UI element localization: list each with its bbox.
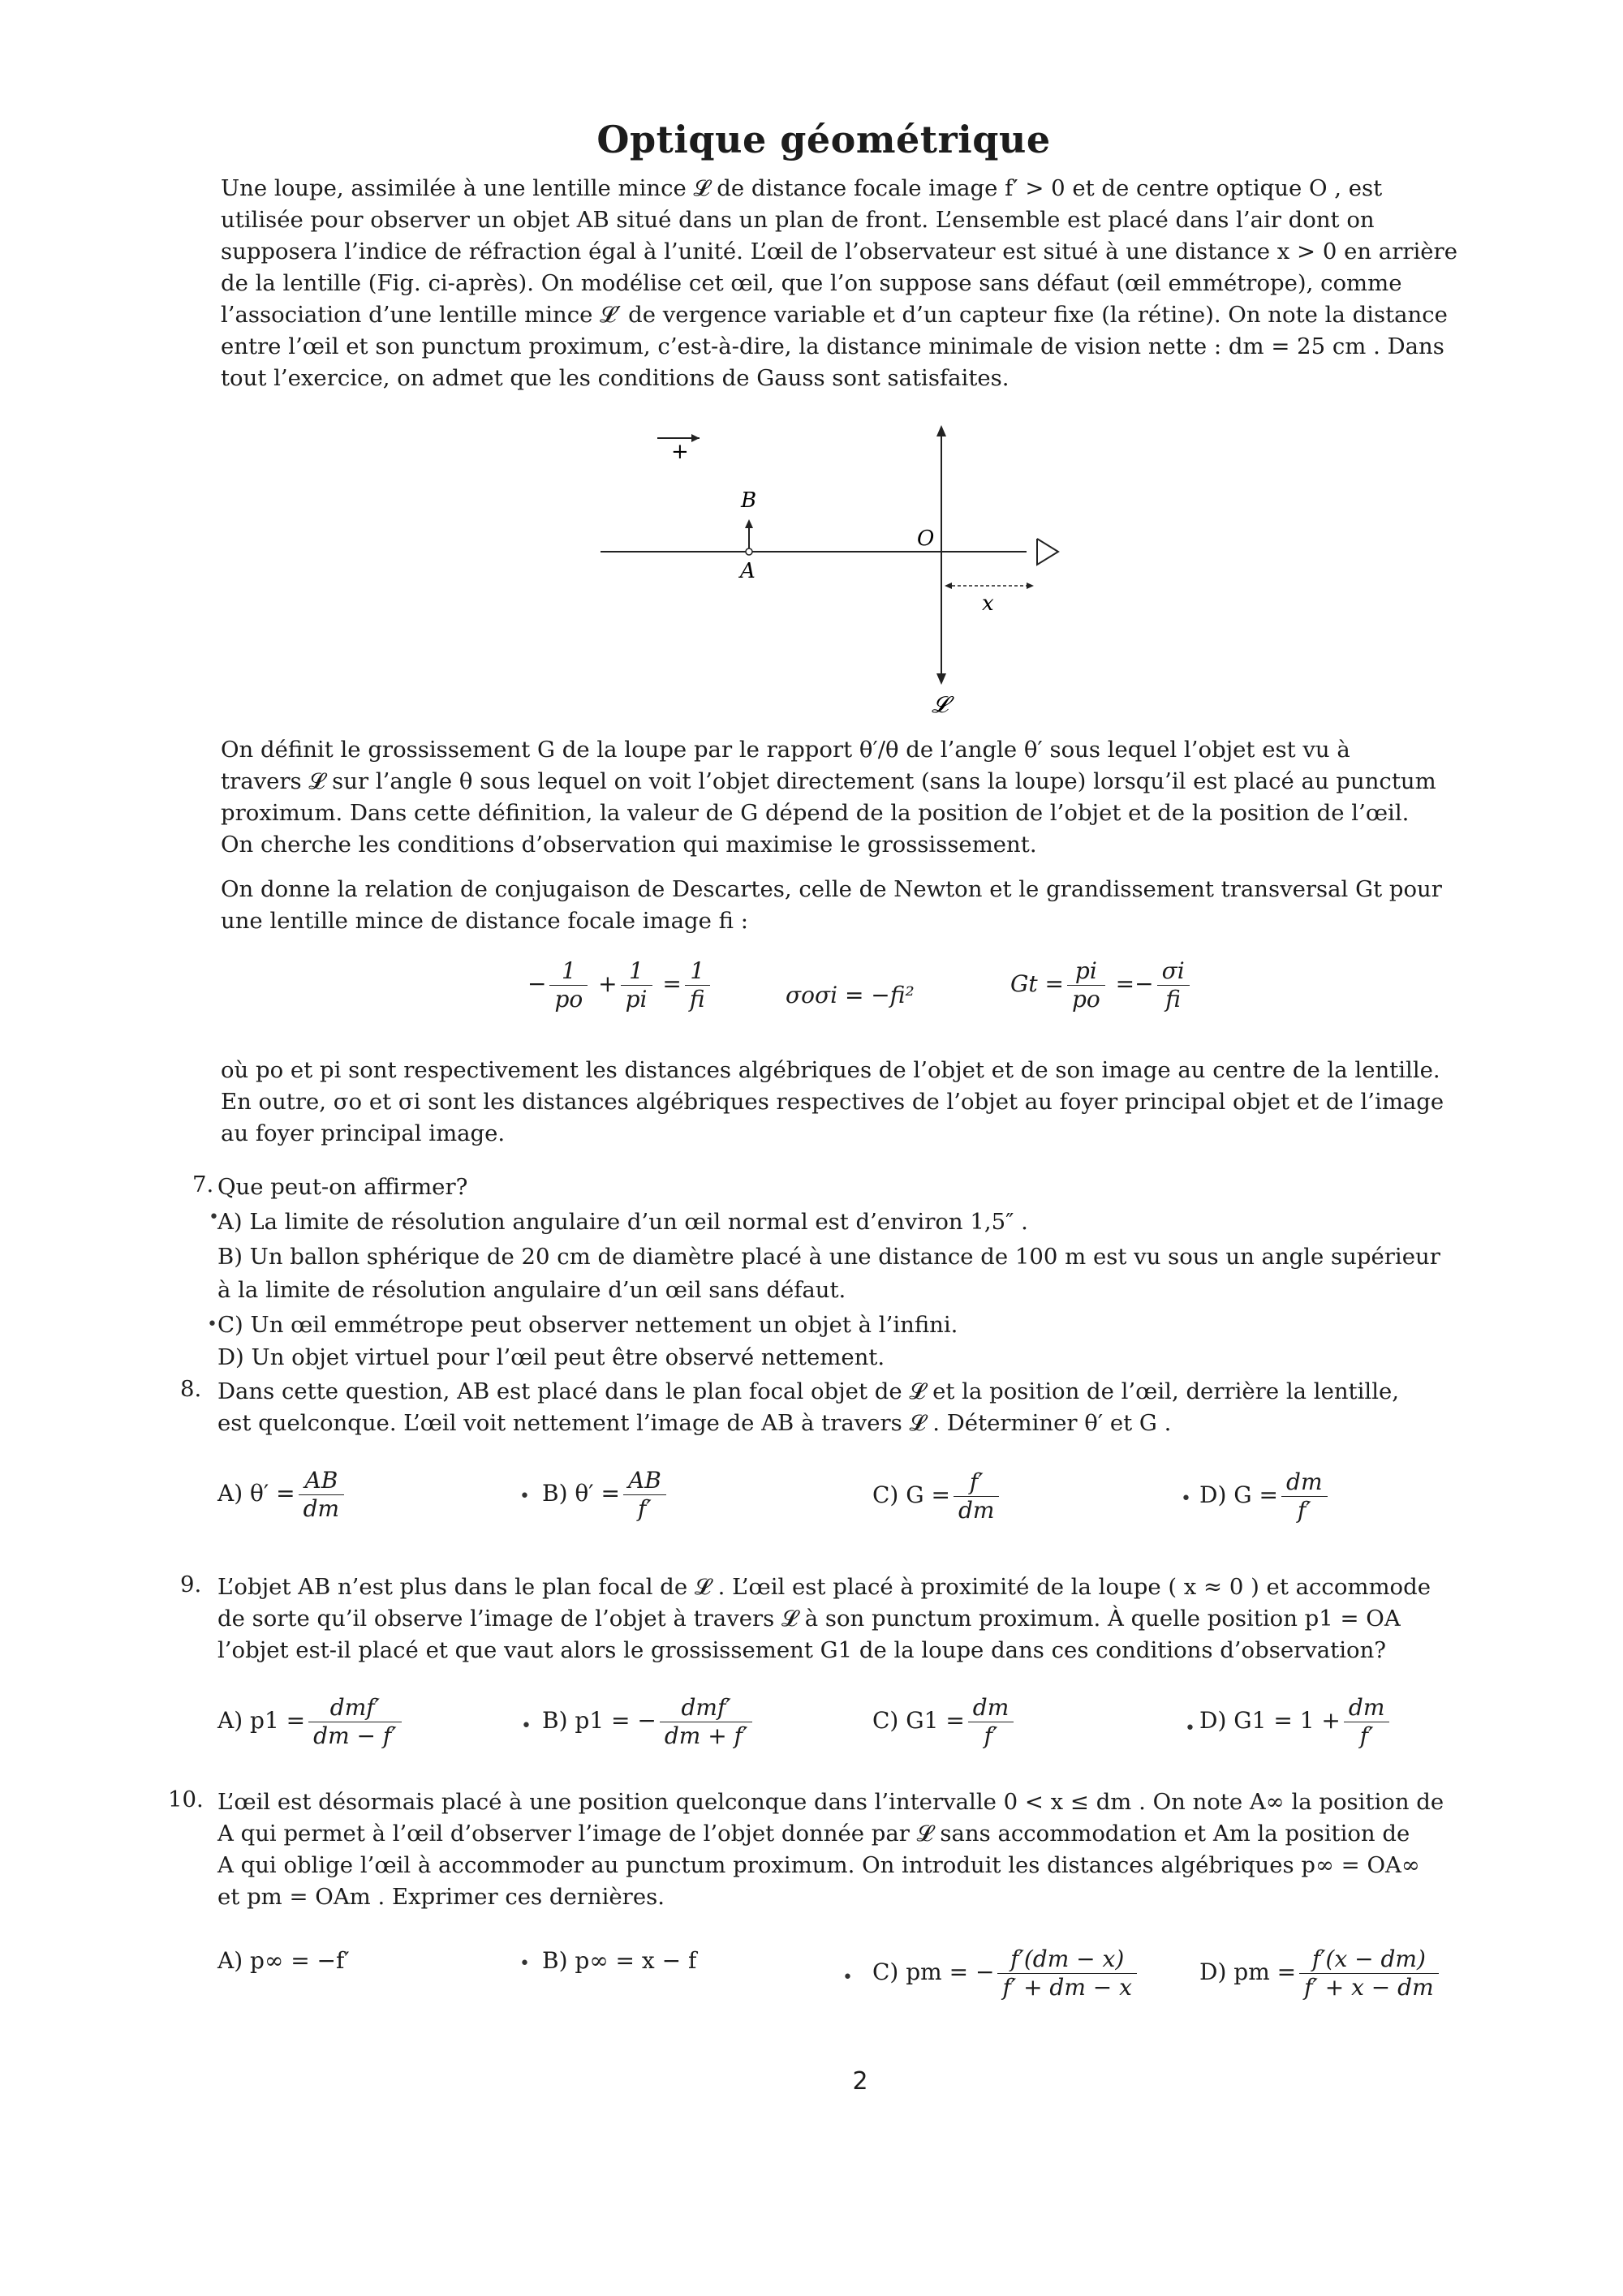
intro-line: de la lentille (Fig. ci-après). On modélise cet œil, que l’on suppose sans défaut (œil emmétrope), comme [221,270,1402,296]
grossissement-line: On définit le grossissement G de la loupe par le rapport θ′/θ de l’angle θ′ sous lequel l’objet est vu à [221,737,1350,763]
label-o: O [917,527,935,551]
relations-paragraph [221,874,1518,937]
intro-line: Une loupe, assimilée à une lentille mince 𝓛 de distance focale image f′ > 0 et de centre optique O , est [221,175,1383,201]
question-8-text: Dans cette question, AB est placé dans le plan focal objet de 𝓛 et la position de l’œil, derrière la lentille, est quelconque. L’œil voit nettement l’image de AB à travers 𝓛 . Déterminer θ′ et G . [217,1378,1400,1436]
intro-line: supposera l’indice de réfraction égal à l’unité. L’œil de l’observateur est situé à une distance x > 0 en arrière [221,239,1457,264]
lens-diagram [592,422,1096,722]
descartes-formula: − $\frac{1}{po}$ + $\frac{1}{pi}$ = $\frac{1}{fi}$ [527,957,713,1013]
relations-line: une lentille mince de distance focale image fi : [221,908,748,934]
question-10-text: L’œil est désormais placé à une position quelconque dans l’intervalle 0 < x ≤ dm . On note A∞ la position de A qui permet à l’œil d’observer l’image de l’objet donnée par 𝓛 sans accommodation et Am la position de A qui oblige l’œil à accommoder au punctum proximum. On introduit les distances algébriques p∞ = OA∞ et pm = OAm . Exprimer ces dernières. [217,1789,1444,1910]
q10-option-d[interactable]: D) pm = $\frac{f'(x - dm)}{f' + x - dm}$ [1199,1946,1442,2001]
label-lens: 𝓛 [932,691,949,718]
question-7-number: 7. [192,1172,214,1197]
q7-option-c[interactable]: C) Un œil emmétrope peut observer nettement un objet à l’infini. [217,1312,958,1338]
grossissement-line: proximum. Dans cette définition, la valeur de G dépend de la position de l’objet et de la position de l’œil. [221,800,1410,826]
q8-option-c[interactable]: C) G = $\frac{f'}{dm}$ [872,1468,1002,1524]
grossissement-line: travers 𝓛 sur l’angle θ sous lequel on voit l’objet directement (sans la loupe) lorsqu’il est placé au punctum [221,768,1436,794]
answer-mark: • [521,1716,532,1736]
q7-option-b[interactable]: B) Un ballon sphérique de 20 cm de diamètre placé à une distance de 100 m est vu sous un angle supérieur [217,1244,1440,1270]
intro-paragraph [221,173,1518,394]
page-number: 2 [852,2067,868,2096]
q9-option-c[interactable]: C) G1 = $\frac{dm}{f'}$ [872,1694,1017,1750]
relations-line: On donne la relation de conjugaison de Descartes, celle de Newton et le grandissement transversal Gt pour [221,876,1442,902]
point-a [746,548,752,555]
q10-option-c[interactable]: C) pm = − $\frac{f'(dm - x)}{f' + dm - x}$ [872,1946,1140,2001]
definitions-line: où po et pi sont respectivement les distances algébriques de l’objet et de son image au centre de la lentille. [221,1057,1440,1083]
answer-mark: • [519,1954,530,1974]
intro-line: utilisée pour observer un objet AB situé dans un plan de front. L’ensemble est placé dans l’air dont on [221,207,1375,233]
q9-option-b[interactable]: B) p1 = − $\frac{\text{dmf′}}{dm + f'}$ [542,1694,756,1750]
distance-x-left-head [945,583,952,589]
definitions-paragraph [221,1055,1518,1150]
page-title: Optique géométrique [596,118,1051,161]
answer-mark: • [842,1967,853,1988]
intro-line: l’association d’une lentille mince 𝓛′ de vergence variable et d’un capteur fixe (la rétine). On note la distance [221,302,1448,328]
q7-option-a[interactable]: A) La limite de résolution angulaire d’un œil normal est d’environ 1,5″ . [217,1209,1028,1235]
label-b: B [741,488,757,513]
answer-mark: • [519,1486,530,1507]
gt-formula: Gt = $\frac{pi}{po}$ =− $\frac{\sigma i}{fi}$ [1010,957,1193,1013]
label-x: x [982,591,994,616]
question-9-number: 9. [180,1572,202,1597]
orientation-plus: + [671,440,689,464]
lens-bottom-head [936,673,946,685]
question-10-number: 10. [168,1786,204,1812]
q10-option-b[interactable]: B) p∞ = x − f [542,1947,697,1974]
q9-option-a[interactable]: A) p1 = $\frac{\text{dmf′}}{dm - f'}$ [217,1694,405,1750]
q7-option-b-cont: à la limite de résolution angulaire d’un œil sans défaut. [217,1277,846,1303]
definitions-line: En outre, σo et σi sont les distances algébriques respectives de l’objet au foyer principal objet et de l’image [221,1089,1444,1115]
lens-figure [592,422,1096,722]
lens-top-head [936,425,946,436]
grossissement-paragraph [221,734,1518,861]
object-ab-head [745,519,753,528]
q8-option-b[interactable]: B) θ′ = $\frac{AB}{f'}$ [542,1467,669,1523]
question-7-text: Que peut-on affirmer? [217,1174,468,1200]
formulas-block [527,957,1258,1030]
question-9-text: L’objet AB n’est plus dans le plan focal de 𝓛 . L’œil est placé à proximité de la loupe ( x ≈ 0 ) et accommode de sorte qu’il observe l’image de l’objet à travers 𝓛 à son punctum proximum. À quelle position p1 = OA l’objet est-il placé et que vaut alors le grossissement G1 de la loupe dans ces conditions d’observation? [217,1574,1431,1663]
definitions-line: au foyer principal image. [221,1120,506,1146]
intro-line: entre l’œil et son punctum proximum, c’est-à-dire, la distance minimale de vision nette : dm = 25 cm . Dans [221,333,1444,359]
answer-mark: • [1181,1489,1191,1509]
question-8-number: 8. [180,1376,202,1402]
eye-icon [1037,539,1058,565]
label-a: A [740,559,756,583]
orientation-arrow-head [691,434,700,442]
q7-option-d[interactable]: D) Un objet virtuel pour l’œil peut être observé nettement. [217,1344,885,1370]
distance-x-right-head [1027,583,1034,589]
answer-mark: • [207,1314,217,1335]
answer-mark: • [1185,1718,1195,1739]
q8-option-d[interactable]: D) G = $\frac{dm}{f'}$ [1199,1468,1331,1524]
q9-option-d[interactable]: D) G1 = 1 + $\frac{dm}{f'}$ [1199,1694,1393,1750]
newton-formula: σoσi = −fi² [786,982,915,1008]
answer-mark: • [209,1207,219,1228]
intro-line: tout l’exercice, on admet que les conditions de Gauss sont satisfaites. [221,365,1010,391]
q8-option-a[interactable]: A) θ′ = $\frac{AB}{dm}$ [217,1467,347,1523]
grossissement-line: On cherche les conditions d’observation qui maximise le grossissement. [221,832,1037,858]
q10-option-a[interactable]: A) p∞ = −f′ [217,1947,350,1974]
